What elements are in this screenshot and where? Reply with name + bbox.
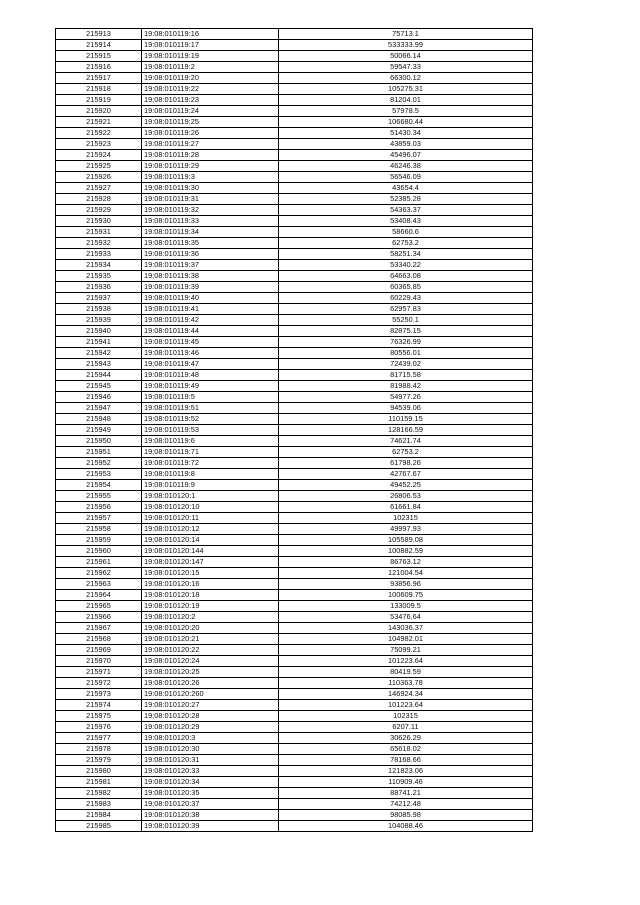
row-number-cell: 215923 xyxy=(56,139,142,150)
value-cell: 60229.43 xyxy=(279,293,533,304)
cadastral-number-cell: 19:08:010120:3 xyxy=(142,733,279,744)
cadastral-number-cell: 19:08:010120:14 xyxy=(142,535,279,546)
row-number-cell: 215936 xyxy=(56,282,142,293)
row-number-cell: 215920 xyxy=(56,106,142,117)
cadastral-number-cell: 19:08:010120:37 xyxy=(142,799,279,810)
cadastral-number-cell: 19:08:010119:36 xyxy=(142,249,279,260)
cadastral-number-cell: 19:08:010120:34 xyxy=(142,777,279,788)
cadastral-number-cell: 19:08:010119:45 xyxy=(142,337,279,348)
cadastral-number-cell: 19:08:010119:25 xyxy=(142,117,279,128)
table-row xyxy=(56,260,533,271)
cadastral-number-cell: 19:08:010120:144 xyxy=(142,546,279,557)
value-cell: 62753.2 xyxy=(279,238,533,249)
row-number-cell: 215964 xyxy=(56,590,142,601)
cadastral-number-cell: 19:08:010120:15 xyxy=(142,568,279,579)
row-number-cell: 215955 xyxy=(56,491,142,502)
value-cell: 93856.96 xyxy=(279,579,533,590)
cadastral-number-cell: 19:08:010119:41 xyxy=(142,304,279,315)
value-cell: 75099.21 xyxy=(279,645,533,656)
cadastral-number-cell: 19:08:010120:30 xyxy=(142,744,279,755)
cadastral-number-cell: 19:08:010119:19 xyxy=(142,51,279,62)
table-row xyxy=(56,425,533,436)
table-row xyxy=(56,546,533,557)
row-number-cell: 215953 xyxy=(56,469,142,480)
value-cell: 94539.06 xyxy=(279,403,533,414)
table-row xyxy=(56,238,533,249)
cadastral-number-cell: 19:08:010119:6 xyxy=(142,436,279,447)
value-cell: 58251.34 xyxy=(279,249,533,260)
row-number-cell: 215931 xyxy=(56,227,142,238)
row-number-cell: 215946 xyxy=(56,392,142,403)
data-table-body xyxy=(56,29,533,832)
table-row xyxy=(56,150,533,161)
table-row xyxy=(56,689,533,700)
value-cell: 104088.46 xyxy=(279,821,533,832)
table-row xyxy=(56,590,533,601)
value-cell: 128166.59 xyxy=(279,425,533,436)
cadastral-number-cell: 19:08:010119:72 xyxy=(142,458,279,469)
table-row xyxy=(56,513,533,524)
value-cell: 46246.38 xyxy=(279,161,533,172)
value-cell: 74621.74 xyxy=(279,436,533,447)
row-number-cell: 215968 xyxy=(56,634,142,645)
row-number-cell: 215967 xyxy=(56,623,142,634)
row-number-cell: 215916 xyxy=(56,62,142,73)
table-row xyxy=(56,370,533,381)
row-number-cell: 215978 xyxy=(56,744,142,755)
row-number-cell: 215921 xyxy=(56,117,142,128)
cadastral-number-cell: 19:08:010120:31 xyxy=(142,755,279,766)
row-number-cell: 215927 xyxy=(56,183,142,194)
cadastral-number-cell: 19:08:010120:29 xyxy=(142,722,279,733)
table-row xyxy=(56,139,533,150)
cadastral-number-cell: 19:08:010119:42 xyxy=(142,315,279,326)
value-cell: 75713.1 xyxy=(279,29,533,40)
value-cell: 43859.03 xyxy=(279,139,533,150)
value-cell: 80556.01 xyxy=(279,348,533,359)
row-number-cell: 215971 xyxy=(56,667,142,678)
table-row xyxy=(56,810,533,821)
cadastral-number-cell: 19:08:010119:35 xyxy=(142,238,279,249)
value-cell: 80419.59 xyxy=(279,667,533,678)
value-cell: 57978.5 xyxy=(279,106,533,117)
cadastral-number-cell: 19:08:010119:26 xyxy=(142,128,279,139)
table-row xyxy=(56,711,533,722)
value-cell: 110363.78 xyxy=(279,678,533,689)
row-number-cell: 215940 xyxy=(56,326,142,337)
row-number-cell: 215944 xyxy=(56,370,142,381)
cadastral-number-cell: 19:08:010120:35 xyxy=(142,788,279,799)
table-row xyxy=(56,84,533,95)
cadastral-number-cell: 19:08:010119:30 xyxy=(142,183,279,194)
value-cell: 30626.29 xyxy=(279,733,533,744)
row-number-cell: 215974 xyxy=(56,700,142,711)
value-cell: 51430.34 xyxy=(279,128,533,139)
table-row xyxy=(56,755,533,766)
data-table xyxy=(55,28,533,832)
cadastral-number-cell: 19:08:010120:26 xyxy=(142,678,279,689)
row-number-cell: 215941 xyxy=(56,337,142,348)
cadastral-number-cell: 19:08:010120:16 xyxy=(142,579,279,590)
table-row xyxy=(56,205,533,216)
cadastral-number-cell: 19:08:010120:20 xyxy=(142,623,279,634)
value-cell: 61661.84 xyxy=(279,502,533,513)
row-number-cell: 215972 xyxy=(56,678,142,689)
value-cell: 62753.2 xyxy=(279,447,533,458)
cadastral-number-cell: 19:08:010119:71 xyxy=(142,447,279,458)
cadastral-number-cell: 19:08:010119:23 xyxy=(142,95,279,106)
table-row xyxy=(56,722,533,733)
cadastral-number-cell: 19:08:010120:10 xyxy=(142,502,279,513)
table-row xyxy=(56,128,533,139)
row-number-cell: 215984 xyxy=(56,810,142,821)
value-cell: 133009.5 xyxy=(279,601,533,612)
cadastral-number-cell: 19:08:010120:21 xyxy=(142,634,279,645)
row-number-cell: 215954 xyxy=(56,480,142,491)
table-row xyxy=(56,788,533,799)
value-cell: 26806.53 xyxy=(279,491,533,502)
cadastral-number-cell: 19:08:010119:31 xyxy=(142,194,279,205)
value-cell: 110159.15 xyxy=(279,414,533,425)
row-number-cell: 215934 xyxy=(56,260,142,271)
cadastral-number-cell: 19:08:010119:53 xyxy=(142,425,279,436)
table-row xyxy=(56,480,533,491)
cadastral-number-cell: 19:08:010119:20 xyxy=(142,73,279,84)
row-number-cell: 215917 xyxy=(56,73,142,84)
table-row xyxy=(56,491,533,502)
value-cell: 49997.93 xyxy=(279,524,533,535)
row-number-cell: 215948 xyxy=(56,414,142,425)
value-cell: 50066.14 xyxy=(279,51,533,62)
cadastral-number-cell: 19:08:010119:17 xyxy=(142,40,279,51)
cadastral-number-cell: 19:08:010119:47 xyxy=(142,359,279,370)
value-cell: 60365.85 xyxy=(279,282,533,293)
value-cell: 53408.43 xyxy=(279,216,533,227)
value-cell: 42767.67 xyxy=(279,469,533,480)
row-number-cell: 215929 xyxy=(56,205,142,216)
row-number-cell: 215951 xyxy=(56,447,142,458)
cadastral-number-cell: 19:08:010120:11 xyxy=(142,513,279,524)
row-number-cell: 215935 xyxy=(56,271,142,282)
value-cell: 6207.11 xyxy=(279,722,533,733)
table-row xyxy=(56,502,533,513)
row-number-cell: 215959 xyxy=(56,535,142,546)
table-row xyxy=(56,612,533,623)
table-row xyxy=(56,51,533,62)
table-row xyxy=(56,315,533,326)
table-row xyxy=(56,172,533,183)
value-cell: 98085.98 xyxy=(279,810,533,821)
row-number-cell: 215938 xyxy=(56,304,142,315)
table-row xyxy=(56,271,533,282)
table-row xyxy=(56,183,533,194)
table-row xyxy=(56,62,533,73)
row-number-cell: 215922 xyxy=(56,128,142,139)
table-row xyxy=(56,337,533,348)
table-row xyxy=(56,777,533,788)
cadastral-number-cell: 19:08:010119:51 xyxy=(142,403,279,414)
table-row xyxy=(56,821,533,832)
table-row xyxy=(56,667,533,678)
cadastral-number-cell: 19:08:010119:8 xyxy=(142,469,279,480)
cadastral-number-cell: 19:08:010120:39 xyxy=(142,821,279,832)
row-number-cell: 215949 xyxy=(56,425,142,436)
table-row xyxy=(56,194,533,205)
value-cell: 106680.44 xyxy=(279,117,533,128)
value-cell: 45496.07 xyxy=(279,150,533,161)
table-row xyxy=(56,117,533,128)
table-row xyxy=(56,766,533,777)
cadastral-number-cell: 19:08:010120:27 xyxy=(142,700,279,711)
table-row xyxy=(56,557,533,568)
value-cell: 54977.26 xyxy=(279,392,533,403)
table-row xyxy=(56,403,533,414)
row-number-cell: 215918 xyxy=(56,84,142,95)
row-number-cell: 215962 xyxy=(56,568,142,579)
value-cell: 121823.06 xyxy=(279,766,533,777)
value-cell: 533333.99 xyxy=(279,40,533,51)
cadastral-number-cell: 19:08:010119:27 xyxy=(142,139,279,150)
table-row xyxy=(56,40,533,51)
cadastral-number-cell: 19:08:010119:28 xyxy=(142,150,279,161)
table-row xyxy=(56,799,533,810)
table-row xyxy=(56,216,533,227)
table-row xyxy=(56,293,533,304)
row-number-cell: 215963 xyxy=(56,579,142,590)
value-cell: 76326.99 xyxy=(279,337,533,348)
row-number-cell: 215924 xyxy=(56,150,142,161)
table-row xyxy=(56,29,533,40)
value-cell: 55250.1 xyxy=(279,315,533,326)
cadastral-number-cell: 19:08:010119:48 xyxy=(142,370,279,381)
cadastral-number-cell: 19:08:010119:52 xyxy=(142,414,279,425)
row-number-cell: 215975 xyxy=(56,711,142,722)
value-cell: 100882.59 xyxy=(279,546,533,557)
cadastral-number-cell: 19:08:010119:5 xyxy=(142,392,279,403)
table-row xyxy=(56,634,533,645)
row-number-cell: 215943 xyxy=(56,359,142,370)
table-row xyxy=(56,623,533,634)
row-number-cell: 215979 xyxy=(56,755,142,766)
value-cell: 104982.01 xyxy=(279,634,533,645)
cadastral-number-cell: 19:08:010120:28 xyxy=(142,711,279,722)
cadastral-number-cell: 19:08:010120:22 xyxy=(142,645,279,656)
row-number-cell: 215947 xyxy=(56,403,142,414)
cadastral-number-cell: 19:08:010120:147 xyxy=(142,557,279,568)
table-row xyxy=(56,304,533,315)
row-number-cell: 215958 xyxy=(56,524,142,535)
value-cell: 102315 xyxy=(279,513,533,524)
row-number-cell: 215985 xyxy=(56,821,142,832)
value-cell: 121004.54 xyxy=(279,568,533,579)
row-number-cell: 215928 xyxy=(56,194,142,205)
cadastral-number-cell: 19:08:010119:22 xyxy=(142,84,279,95)
table-row xyxy=(56,73,533,84)
table-row xyxy=(56,95,533,106)
row-number-cell: 215980 xyxy=(56,766,142,777)
cadastral-number-cell: 19:08:010119:9 xyxy=(142,480,279,491)
cadastral-number-cell: 19:08:010119:44 xyxy=(142,326,279,337)
row-number-cell: 215942 xyxy=(56,348,142,359)
table-row xyxy=(56,579,533,590)
value-cell: 143036.37 xyxy=(279,623,533,634)
row-number-cell: 215919 xyxy=(56,95,142,106)
cadastral-number-cell: 19:08:010120:1 xyxy=(142,491,279,502)
row-number-cell: 215937 xyxy=(56,293,142,304)
row-number-cell: 215957 xyxy=(56,513,142,524)
row-number-cell: 215930 xyxy=(56,216,142,227)
row-number-cell: 215982 xyxy=(56,788,142,799)
row-number-cell: 215913 xyxy=(56,29,142,40)
row-number-cell: 215956 xyxy=(56,502,142,513)
table-row xyxy=(56,392,533,403)
table-row xyxy=(56,601,533,612)
row-number-cell: 215966 xyxy=(56,612,142,623)
value-cell: 105275.31 xyxy=(279,84,533,95)
table-row xyxy=(56,744,533,755)
row-number-cell: 215977 xyxy=(56,733,142,744)
row-number-cell: 215961 xyxy=(56,557,142,568)
value-cell: 88741.21 xyxy=(279,788,533,799)
table-row xyxy=(56,282,533,293)
value-cell: 56546.09 xyxy=(279,172,533,183)
value-cell: 66300.12 xyxy=(279,73,533,84)
value-cell: 81715.58 xyxy=(279,370,533,381)
table-row xyxy=(56,645,533,656)
value-cell: 58660.6 xyxy=(279,227,533,238)
table-row xyxy=(56,161,533,172)
table-row xyxy=(56,535,533,546)
value-cell: 65618.02 xyxy=(279,744,533,755)
value-cell: 64663.08 xyxy=(279,271,533,282)
table-row xyxy=(56,524,533,535)
value-cell: 53340.22 xyxy=(279,260,533,271)
cadastral-number-cell: 19:08:010119:29 xyxy=(142,161,279,172)
value-cell: 78168.66 xyxy=(279,755,533,766)
row-number-cell: 215950 xyxy=(56,436,142,447)
cadastral-number-cell: 19:08:010119:33 xyxy=(142,216,279,227)
table-row xyxy=(56,249,533,260)
cadastral-number-cell: 19:08:010120:2 xyxy=(142,612,279,623)
cadastral-number-cell: 19:08:010119:32 xyxy=(142,205,279,216)
table-row xyxy=(56,447,533,458)
row-number-cell: 215915 xyxy=(56,51,142,62)
row-number-cell: 215925 xyxy=(56,161,142,172)
value-cell: 61798.26 xyxy=(279,458,533,469)
cadastral-number-cell: 19:08:010120:24 xyxy=(142,656,279,667)
row-number-cell: 215970 xyxy=(56,656,142,667)
row-number-cell: 215960 xyxy=(56,546,142,557)
cadastral-number-cell: 19:08:010120:33 xyxy=(142,766,279,777)
row-number-cell: 215976 xyxy=(56,722,142,733)
table-row xyxy=(56,568,533,579)
cadastral-number-cell: 19:08:010119:39 xyxy=(142,282,279,293)
cadastral-number-cell: 19:08:010120:12 xyxy=(142,524,279,535)
value-cell: 146924.34 xyxy=(279,689,533,700)
value-cell: 86763.12 xyxy=(279,557,533,568)
value-cell: 110909.46 xyxy=(279,777,533,788)
cadastral-number-cell: 19:08:010119:40 xyxy=(142,293,279,304)
row-number-cell: 215933 xyxy=(56,249,142,260)
value-cell: 43654.4 xyxy=(279,183,533,194)
table-row xyxy=(56,359,533,370)
value-cell: 81988.42 xyxy=(279,381,533,392)
value-cell: 62957.83 xyxy=(279,304,533,315)
table-row xyxy=(56,227,533,238)
value-cell: 100609.75 xyxy=(279,590,533,601)
table-row xyxy=(56,414,533,425)
value-cell: 72439.02 xyxy=(279,359,533,370)
table-row xyxy=(56,436,533,447)
row-number-cell: 215939 xyxy=(56,315,142,326)
value-cell: 54363.37 xyxy=(279,205,533,216)
cadastral-number-cell: 19:08:010119:49 xyxy=(142,381,279,392)
table-row xyxy=(56,700,533,711)
cadastral-number-cell: 19:08:010119:3 xyxy=(142,172,279,183)
table-row xyxy=(56,458,533,469)
cadastral-number-cell: 19:08:010120:19 xyxy=(142,601,279,612)
cadastral-number-cell: 19:08:010119:34 xyxy=(142,227,279,238)
table-row xyxy=(56,469,533,480)
row-number-cell: 215965 xyxy=(56,601,142,612)
table-row xyxy=(56,381,533,392)
value-cell: 102315 xyxy=(279,711,533,722)
value-cell: 101223.64 xyxy=(279,700,533,711)
row-number-cell: 215926 xyxy=(56,172,142,183)
cadastral-number-cell: 19:08:010120:18 xyxy=(142,590,279,601)
row-number-cell: 215969 xyxy=(56,645,142,656)
cadastral-number-cell: 19:08:010119:2 xyxy=(142,62,279,73)
cadastral-number-cell: 19:08:010119:37 xyxy=(142,260,279,271)
row-number-cell: 215952 xyxy=(56,458,142,469)
row-number-cell: 215914 xyxy=(56,40,142,51)
table-row xyxy=(56,348,533,359)
value-cell: 49452.25 xyxy=(279,480,533,491)
cadastral-number-cell: 19:08:010119:38 xyxy=(142,271,279,282)
cadastral-number-cell: 19:08:010120:260 xyxy=(142,689,279,700)
cadastral-number-cell: 19:08:010120:25 xyxy=(142,667,279,678)
value-cell: 59547.33 xyxy=(279,62,533,73)
table-row xyxy=(56,106,533,117)
value-cell: 82875.15 xyxy=(279,326,533,337)
row-number-cell: 215932 xyxy=(56,238,142,249)
value-cell: 105589.08 xyxy=(279,535,533,546)
table-row xyxy=(56,656,533,667)
value-cell: 101223.64 xyxy=(279,656,533,667)
cadastral-number-cell: 19:08:010120:38 xyxy=(142,810,279,821)
row-number-cell: 215983 xyxy=(56,799,142,810)
row-number-cell: 215981 xyxy=(56,777,142,788)
row-number-cell: 215945 xyxy=(56,381,142,392)
cadastral-number-cell: 19:08:010119:46 xyxy=(142,348,279,359)
table-row xyxy=(56,678,533,689)
value-cell: 52385.28 xyxy=(279,194,533,205)
table-row xyxy=(56,326,533,337)
value-cell: 74212.48 xyxy=(279,799,533,810)
cadastral-number-cell: 19:08:010119:24 xyxy=(142,106,279,117)
value-cell: 81204.01 xyxy=(279,95,533,106)
row-number-cell: 215973 xyxy=(56,689,142,700)
value-cell: 53476.64 xyxy=(279,612,533,623)
cadastral-number-cell: 19:08:010119:16 xyxy=(142,29,279,40)
table-row xyxy=(56,733,533,744)
